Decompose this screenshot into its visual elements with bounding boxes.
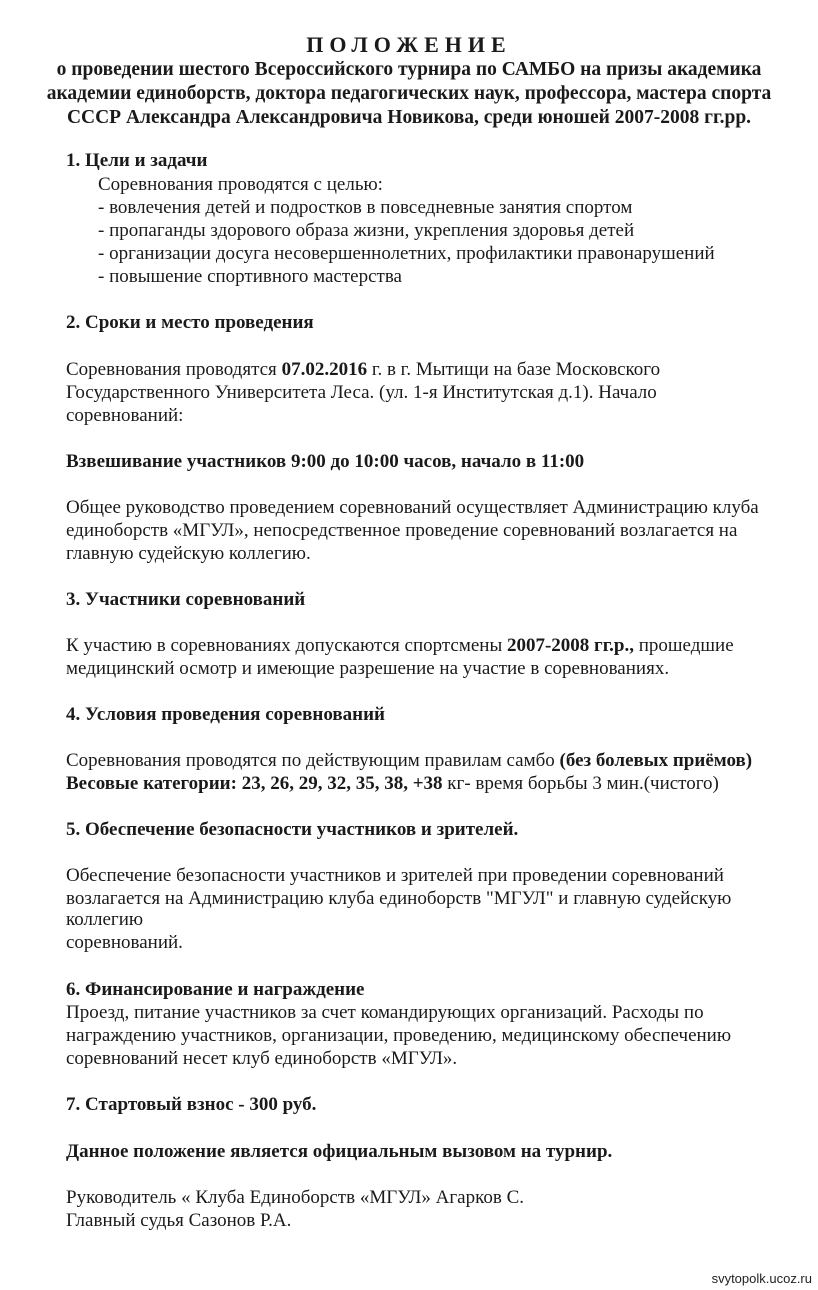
subtitle-line-3: СССР Александра Александровича Новикова, среди юношей 2007-2008 гг.рр.	[66, 107, 752, 128]
subtitle-line-1: о проведении шестого Всероссийского турнира по САМБО на призы академика	[56, 59, 762, 80]
participant-years: 2007-2008 гг.р.,	[506, 635, 634, 656]
subtitle-line-2: академии единоборств, доктора педагогических наук, профессора, мастера спорта	[46, 83, 772, 104]
section-3-paragraph-line: медицинский осмотр и имеющие разрешение на участие в соревнованиях.	[66, 658, 670, 679]
competition-date: 07.02.2016	[281, 359, 368, 380]
section-5-paragraph-line: соревнований.	[66, 932, 183, 953]
section-5-paragraph-line: коллегию	[66, 909, 144, 930]
section-2-paragraph-line: главную судейскую коллегию.	[66, 543, 311, 564]
section-2-paragraph-line: Государственного Университета Леса. (ул. 1-я Институтская д.1). Начало	[66, 382, 657, 403]
section-2-paragraph-line: Общее руководство проведением соревнований осуществляет Администрацию клуба	[66, 497, 759, 518]
section-7-heading: 7. Стартовый взнос - 300 руб.	[66, 1094, 317, 1115]
section-1-item: - повышение спортивного мастерства	[98, 266, 402, 287]
section-2-paragraph-line: соревнований:	[66, 405, 184, 426]
section-4-heading: 4. Условия проведения соревнований	[66, 704, 385, 725]
section-1-intro: Соревнования проводятся с целью:	[98, 174, 383, 195]
weigh-in-schedule: Взвешивание участников 9:00 до 10:00 часов, начало в 11:00	[66, 451, 585, 472]
document-title: ПОЛОЖЕНИЕ	[306, 32, 512, 57]
section-1-item: - пропаганды здорового образа жизни, укрепления здоровья детей	[98, 220, 635, 241]
section-6-paragraph-line: Проезд, питание участников за счет командирующих организаций. Расходы по	[66, 1002, 704, 1023]
section-2-paragraph-line: Соревнования проводятся 07.02.2016 г. в г. Мытищи на базе Московского	[66, 359, 661, 380]
section-5-paragraph-line: Обеспечение безопасности участников и зрителей при проведении соревнований	[66, 865, 724, 886]
section-5-paragraph-line: возлагается на Администрацию клуба единоборств "МГУЛ" и главную судейскую	[66, 888, 732, 909]
signature-director: Руководитель « Клуба Единоборств «МГУЛ» Агарков С.	[66, 1187, 525, 1208]
section-1-heading: 1. Цели и задачи	[66, 150, 208, 171]
section-6-heading: 6. Финансирование и награждение	[66, 979, 365, 1000]
section-4-rules-line: Соревнования проводятся по действующим правилам самбо (без болевых приёмов)	[66, 750, 753, 771]
site-watermark: svytopolk.ucoz.ru	[711, 1271, 812, 1286]
section-5-heading: 5. Обеспечение безопасности участников и зрителей.	[66, 819, 519, 840]
signature-chief-judge: Главный судья Сазонов Р.А.	[66, 1210, 292, 1231]
no-submissions-note: (без болевых приёмов)	[559, 750, 753, 771]
official-statement: Данное положение является официальным вызовом на турнир.	[66, 1141, 613, 1162]
section-2-paragraph-line: единоборств «МГУЛ», непосредственное проведение соревнований возлагается на	[66, 520, 738, 541]
section-3-heading: 3. Участники соревнований	[66, 589, 306, 610]
section-6-paragraph-line: соревнований несет клуб единоборств «МГУЛ».	[66, 1048, 458, 1069]
section-1-item: - организации досуга несовершеннолетних, профилактики правонарушений	[98, 243, 715, 264]
section-1-item: - вовлечения детей и подростков в повседневные занятия спортом	[98, 197, 633, 218]
section-3-paragraph-line: К участию в соревнованиях допускаются спортсмены 2007-2008 гг.р., прошедшие	[66, 635, 734, 656]
weight-categories-line: Весовые категории: 23, 26, 29, 32, 35, 38, +38 кг- время борьбы 3 мин.(чистого)	[66, 773, 719, 794]
section-2-heading: 2. Сроки и место проведения	[66, 312, 314, 333]
section-6-paragraph-line: награждению участников, организации, проведению, медицинскому обеспечению	[66, 1025, 732, 1046]
